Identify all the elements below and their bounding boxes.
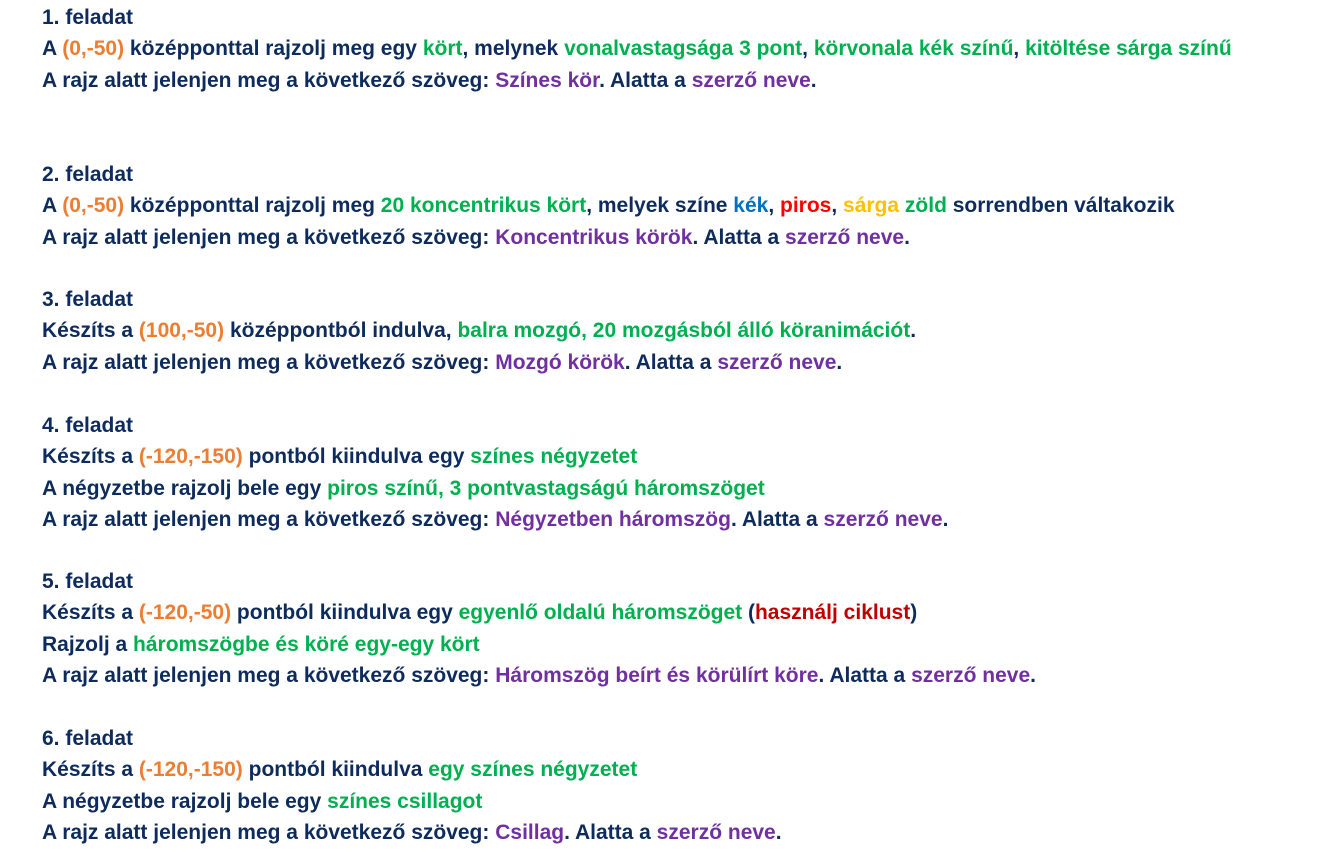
text-segment: balra mozgó, 20 mozgásból álló köranimációt xyxy=(457,319,911,343)
text-segment: (-120,-50) xyxy=(138,601,232,625)
text-segment: 20 koncentrikus kört xyxy=(380,194,587,218)
text-segment: középponttal rajzolj meg egy xyxy=(124,37,423,61)
text-segment: . xyxy=(904,225,910,249)
task-heading xyxy=(42,410,1322,441)
text-segment: 5. feladat xyxy=(42,570,134,593)
task-heading xyxy=(42,159,1322,190)
task-2 xyxy=(42,159,1322,253)
text-segment: 4. feladat xyxy=(42,414,134,437)
text-segment: zöld xyxy=(904,194,947,218)
task-line xyxy=(42,473,1322,504)
text-segment: Készíts a xyxy=(42,319,139,343)
text-segment: szerző neve xyxy=(717,350,837,374)
text-segment: vonalvastagsága 3 pont xyxy=(564,37,803,61)
text-segment: piros xyxy=(780,194,832,218)
task-1 xyxy=(42,2,1322,96)
text-segment: használj ciklust xyxy=(754,601,911,625)
text-segment: A rajz alatt jelenjen meg a következő szöveg: xyxy=(42,821,496,845)
text-segment: (0,-50) xyxy=(62,194,125,218)
text-segment: pontból kiindulva egy xyxy=(231,601,459,625)
text-segment: A rajz alatt jelenjen meg a következő szöveg: xyxy=(42,68,496,92)
text-segment: középpontból indulva, xyxy=(224,319,458,343)
text-segment: szerző neve xyxy=(656,821,776,845)
task-3 xyxy=(42,284,1322,378)
task-line xyxy=(42,786,1322,817)
text-segment: , xyxy=(1013,37,1026,61)
text-segment: Készíts a xyxy=(42,758,139,782)
task-line xyxy=(42,347,1322,378)
task-4 xyxy=(42,410,1322,536)
text-segment: szerző neve xyxy=(691,68,811,92)
task-line xyxy=(42,754,1322,785)
text-segment: sorrendben váltakozik xyxy=(946,194,1175,218)
text-segment: középponttal rajzolj meg xyxy=(124,194,381,218)
text-segment: 1. feladat xyxy=(42,6,134,29)
text-segment: ( xyxy=(742,601,755,625)
text-segment: szerző neve xyxy=(911,664,1031,688)
task-line xyxy=(42,817,1322,848)
text-segment: egy színes négyzetet xyxy=(428,758,638,782)
task-line xyxy=(42,660,1322,691)
text-segment: (-120,-150) xyxy=(138,758,243,782)
text-segment: pontból kiindulva egy xyxy=(242,445,471,469)
text-segment: 6. feladat xyxy=(42,727,134,750)
text-segment: . xyxy=(836,350,843,374)
text-segment: színes csillagot xyxy=(327,789,483,813)
text-segment: (0,-50) xyxy=(62,37,125,61)
text-segment: kék xyxy=(733,194,769,218)
text-segment: Készíts a xyxy=(42,601,139,625)
text-segment: , xyxy=(831,194,844,218)
text-segment: színes négyzetet xyxy=(470,445,638,469)
task-heading xyxy=(42,284,1322,315)
text-segment: (-120,-150) xyxy=(138,445,243,469)
task-heading xyxy=(42,723,1322,754)
text-segment: . Alatta a xyxy=(599,68,692,92)
task-line xyxy=(42,222,1322,253)
text-segment: Színes kör xyxy=(495,68,600,92)
text-segment: háromszögbe és köré egy-egy kört xyxy=(133,632,480,656)
text-segment: kitöltése sárga színű xyxy=(1025,37,1232,61)
task-heading xyxy=(42,2,1322,33)
text-segment: piros színű, 3 pontvastagságú háromszöget xyxy=(327,476,765,500)
task-line xyxy=(42,33,1322,64)
text-segment: . Alatta a xyxy=(564,821,657,845)
text-segment: Készíts a xyxy=(42,445,139,469)
text-segment: Csillag xyxy=(495,821,565,845)
text-segment: . Alatta a xyxy=(818,664,912,688)
text-segment: , xyxy=(802,37,814,61)
text-segment: (100,-50) xyxy=(138,319,225,343)
text-segment: ) xyxy=(910,601,918,625)
text-segment: . xyxy=(942,508,949,532)
text-segment: . xyxy=(775,821,782,845)
task-line xyxy=(42,441,1322,472)
text-segment: , melyek színe xyxy=(586,194,734,218)
text-segment: szerző neve xyxy=(823,508,943,532)
text-segment: . Alatta a xyxy=(624,350,718,374)
task-5 xyxy=(42,566,1322,692)
text-segment: , xyxy=(768,194,781,218)
text-segment: 2. feladat xyxy=(42,163,134,186)
task-line xyxy=(42,65,1322,96)
text-segment: A xyxy=(42,37,63,61)
text-segment: A xyxy=(42,194,63,218)
text-segment: körvonala kék színű xyxy=(813,37,1014,61)
text-segment: . xyxy=(810,68,817,92)
text-segment: Rajzolj a xyxy=(42,632,134,656)
text-segment: A négyzetbe rajzolj bele egy xyxy=(42,476,328,500)
text-segment: pontból kiindulva xyxy=(242,758,429,782)
task-line xyxy=(42,597,1322,628)
text-segment: A rajz alatt jelenjen meg a következő szöveg: xyxy=(42,225,496,249)
text-segment: . Alatta a xyxy=(692,225,786,249)
text-segment: . xyxy=(1030,664,1036,688)
text-segment: sárga xyxy=(843,194,900,218)
text-segment: szerző neve xyxy=(785,225,905,249)
text-segment: A rajz alatt jelenjen meg a következő szöveg: xyxy=(42,350,496,374)
text-segment: A rajz alatt jelenjen meg a következő szöveg: xyxy=(42,508,496,532)
text-segment: Négyzetben háromszög xyxy=(495,508,731,532)
task-line xyxy=(42,629,1322,660)
text-segment: kört xyxy=(422,37,463,61)
task-line xyxy=(42,190,1322,221)
text-segment: . Alatta a xyxy=(730,508,824,532)
text-segment: Mozgó körök xyxy=(495,350,625,374)
text-segment: A négyzetbe rajzolj bele egy xyxy=(42,789,328,813)
text-segment: egyenlő oldalú háromszöget xyxy=(458,601,743,625)
text-segment: . xyxy=(910,319,917,343)
text-segment: A rajz alatt jelenjen meg a következő szöveg: xyxy=(42,664,496,688)
task-6 xyxy=(42,723,1322,849)
text-segment: , melynek xyxy=(462,37,565,61)
text-segment: Háromszög beírt és körülírt köre xyxy=(495,664,819,688)
task-line xyxy=(42,315,1322,346)
text-segment: Koncentrikus körök xyxy=(495,225,693,249)
task-heading xyxy=(42,566,1322,597)
task-line xyxy=(42,504,1322,535)
text-segment: 3. feladat xyxy=(42,288,134,311)
